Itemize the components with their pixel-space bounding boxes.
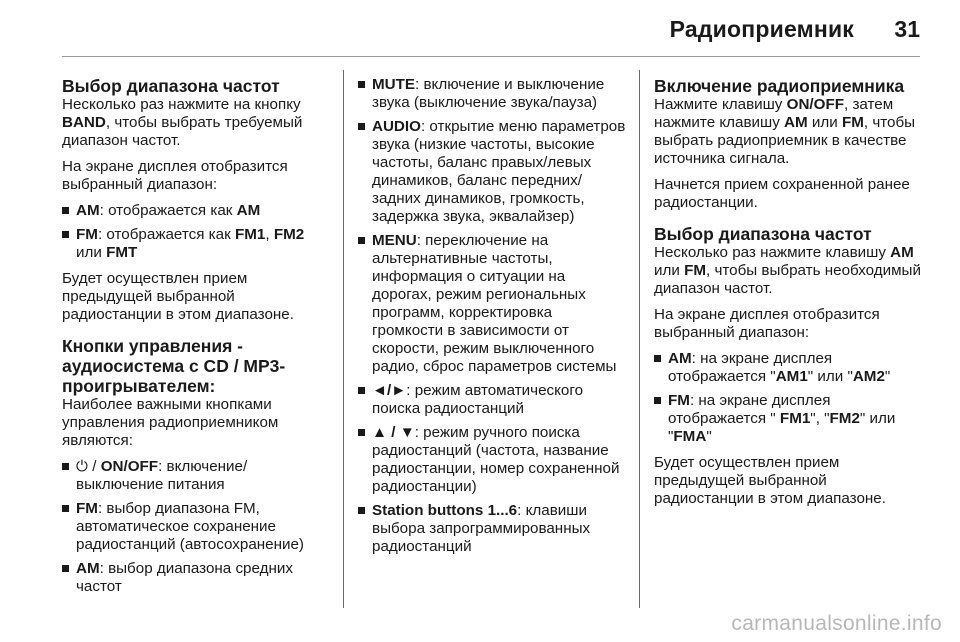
display-value: FM2 [829,410,860,427]
column-divider-2 [639,70,640,608]
column-divider-1 [343,70,344,608]
paragraph: Начнется прием сохраненной ранее радиостанции. [654,176,910,211]
display-value: AM1 [775,368,808,385]
display-value: FMA [673,428,707,445]
text: " или " [807,368,853,385]
text: , чтобы выбрать необходимый диапазон частот. [654,262,921,297]
text: : включение и выключение звука (выключение звука/пауза) [372,76,605,111]
key-label: FM [841,114,864,131]
page-header [0,0,960,70]
band-list-2 [654,350,922,446]
text: " [884,368,891,385]
text: : выбор диапазона средних частот [76,560,293,595]
text: : на экране дисплея отображается " [668,392,831,427]
controls-list-continued [358,76,626,556]
paragraph [654,244,922,298]
section-title-controls: Кнопки управления - аудиосистема с CD / MP3-проигрывателем: [62,336,286,396]
key-label: MUTE [372,76,416,93]
list-item [62,560,332,596]
list-item [358,502,626,556]
display-value: FM1 [779,410,811,427]
text: : на экране дисплея отображается " [668,350,833,385]
list-item [62,500,332,554]
list-item [62,226,332,262]
text: , чтобы выбрать требуемый диапазон частот. [62,114,303,149]
section-title-band-2: Выбор диапазона частот [654,224,872,244]
text: : открытие меню параметров звука (низкие частоты, высокие частоты, баланс правых/левых динамиков, баланс передних/задних динамиков, громкость, задержка звука, эквалайзер) [372,118,626,225]
text: : режим ручного поиска радиостанций (частота, название радиостанции, номер сохраненной радиостанции) [372,424,620,495]
text: ", " [810,410,830,427]
key-label: FM [76,500,98,517]
paragraph: Будет осуществлен прием предыдущей выбранной радиостанции в этом диапазоне. [654,454,886,507]
list-item [358,118,626,226]
paragraph: На экране дисплея отобразится выбранный диапазон: [62,158,288,193]
key-label: AM [76,560,100,577]
column-1 [62,76,332,604]
list-item [654,392,922,446]
band-list [62,202,332,262]
column-2 [358,76,626,564]
text: Несколько раз нажмите клавишу [654,244,891,261]
text: , [265,226,274,243]
text: : выбор диапазона FM, автоматическое сохранение радиостанций (автосохранение) [76,500,304,553]
text: : отображается как [99,202,237,219]
list-item [62,202,332,220]
key-label: FM [76,226,98,243]
header-divider [62,56,920,57]
display-value: FM2 [273,226,305,243]
paragraph: Будет осуществлен прием предыдущей выбранной радиостанции в этом диапазоне. [62,270,294,323]
key-label: ON/OFF [786,96,844,113]
paragraph [654,96,922,168]
page-number: 31 [894,16,920,42]
column-3 [654,76,922,516]
key-label: ON/OFF [100,458,159,475]
display-value: AM2 [852,368,885,385]
key-label: Station buttons 1...6 [372,502,518,519]
text: : переключение на альтернативные частоты, информация о ситуации на дорогах, режим региональных программ, корректировка громкости в зависимости от скорости, режим выключенного радио, сброс параметров системы [372,232,617,375]
key-label: FM [684,262,706,279]
key-label: AM [76,202,100,219]
text: " [706,428,712,445]
list-item [358,382,626,418]
display-value: AM [236,202,261,219]
list-item [358,424,626,496]
key-label: BAND [62,114,106,131]
list-item [654,350,922,386]
key-label: MENU [372,232,417,249]
text: или [654,262,685,279]
paragraph: На экране дисплея отобразится выбранный диапазон: [654,306,880,341]
power-icon: ⏻ [76,458,89,475]
text: Несколько раз нажмите на кнопку [62,96,301,113]
text: : включение/выключение питания [76,458,248,493]
watermark: carmanualsonline.info [731,612,942,635]
text: , чтобы выбрать радиоприемник в качестве источника сигнала. [654,114,916,167]
text: : отображается как [97,226,235,243]
key-label: AM [668,350,692,367]
text: " или " [668,410,896,445]
key-label: AM [784,114,808,131]
page-title: Радиоприемник [669,16,854,42]
text: / [88,458,101,475]
text: Нажмите клавишу [654,96,787,113]
section-title-power-on: Включение радиоприемника [654,76,905,96]
text: : клавиши выбора запрограммированных радиостанций [372,502,591,555]
key-label: FM [668,392,690,409]
paragraph [62,96,332,150]
text: : режим автоматического поиска радиостанций [372,382,584,417]
paragraph: Наиболее важными кнопками управления радиоприемником являются: [62,396,279,449]
text: , затем нажмите клавишу [654,96,894,131]
list-item [62,458,332,494]
seek-arrows-icon: ◄/► [372,382,407,399]
key-label: AM [890,244,914,261]
list-item [358,232,626,376]
controls-list [62,458,332,596]
display-value: FM1 [234,226,266,243]
list-item [358,76,626,112]
section-title-band: Выбор диапазона частот [62,76,280,96]
display-value: FMT [106,244,138,261]
text: или [76,244,107,261]
up-down-arrows-icon: ▲ / ▼ [372,424,415,441]
text: или [807,114,842,131]
key-label: AUDIO [372,118,421,135]
